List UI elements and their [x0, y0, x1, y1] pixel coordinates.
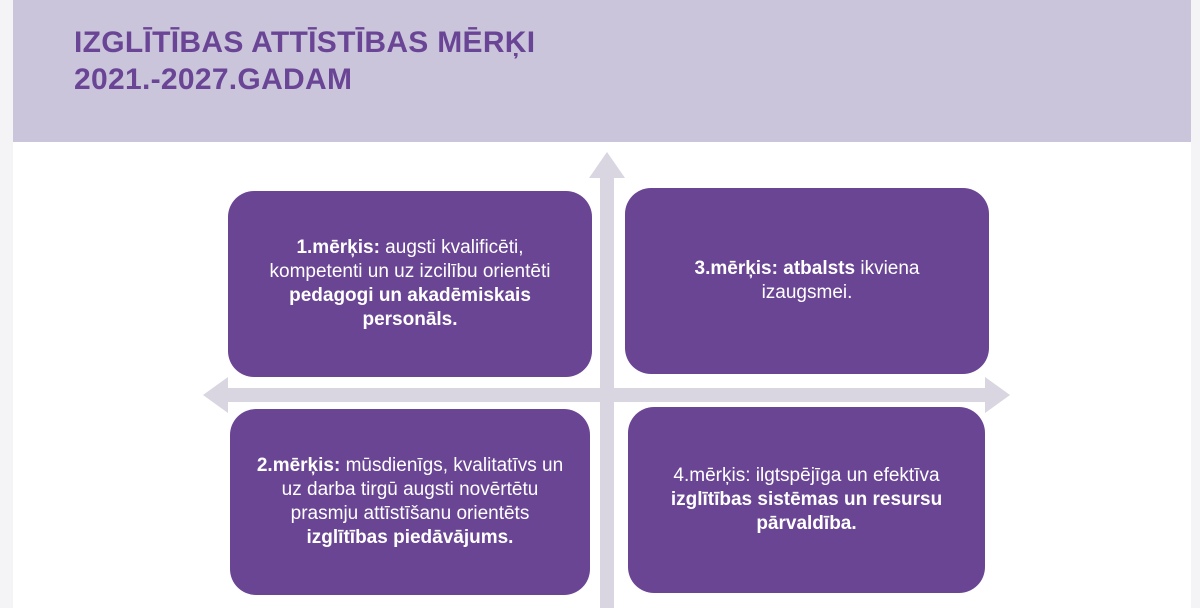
goal-2-text	[256, 454, 564, 550]
left-arrowhead	[203, 377, 228, 413]
goal-2-card	[230, 409, 590, 595]
goal-4-bold: izglītības sistēmas un resursu pārvaldība.	[670, 489, 943, 534]
title-line-2: 2021.-2027.GADAM	[74, 63, 353, 96]
quadrant-arrows	[13, 0, 1191, 608]
goal-2-label: 2.mērķis:	[256, 455, 341, 476]
goal-1-text-part: augsti kvalificēti, kompetenti un uz izcilību orientēti	[269, 237, 551, 282]
goal-4-card	[628, 407, 985, 593]
goal-3-text	[651, 257, 963, 305]
goal-3-label: 3.mērķis:	[694, 258, 778, 279]
goal-2-text-part: mūsdienīgs, kvalitatīvs un uz darba tirgū augsti novērtētu prasmju attīstīšanu orientēts	[281, 455, 564, 524]
horizontal-axis-shaft	[228, 388, 986, 402]
goal-1-label: 1.mērķis:	[296, 237, 380, 258]
right-arrowhead	[985, 377, 1010, 413]
goal-2-bold: izglītības piedāvājums.	[306, 527, 514, 548]
title-line-1: IZGLĪTĪBAS ATTĪSTĪBAS MĒRĶI	[74, 26, 536, 59]
goal-3-bold: atbalsts	[783, 258, 856, 279]
goal-4-text	[654, 464, 959, 536]
goal-1-card	[228, 191, 592, 377]
goal-4-label: 4.mērķis: ilgtspējīga un efektīva	[673, 465, 940, 486]
slide	[13, 0, 1191, 608]
up-arrowhead	[589, 152, 625, 178]
goal-3-card	[625, 188, 989, 374]
goal-3-text-part-2: ikviena izaugsmei.	[761, 258, 920, 303]
goal-1-bold: pedagogi un akadēmiskais personāls.	[289, 285, 531, 330]
goal-1-text	[254, 236, 566, 332]
